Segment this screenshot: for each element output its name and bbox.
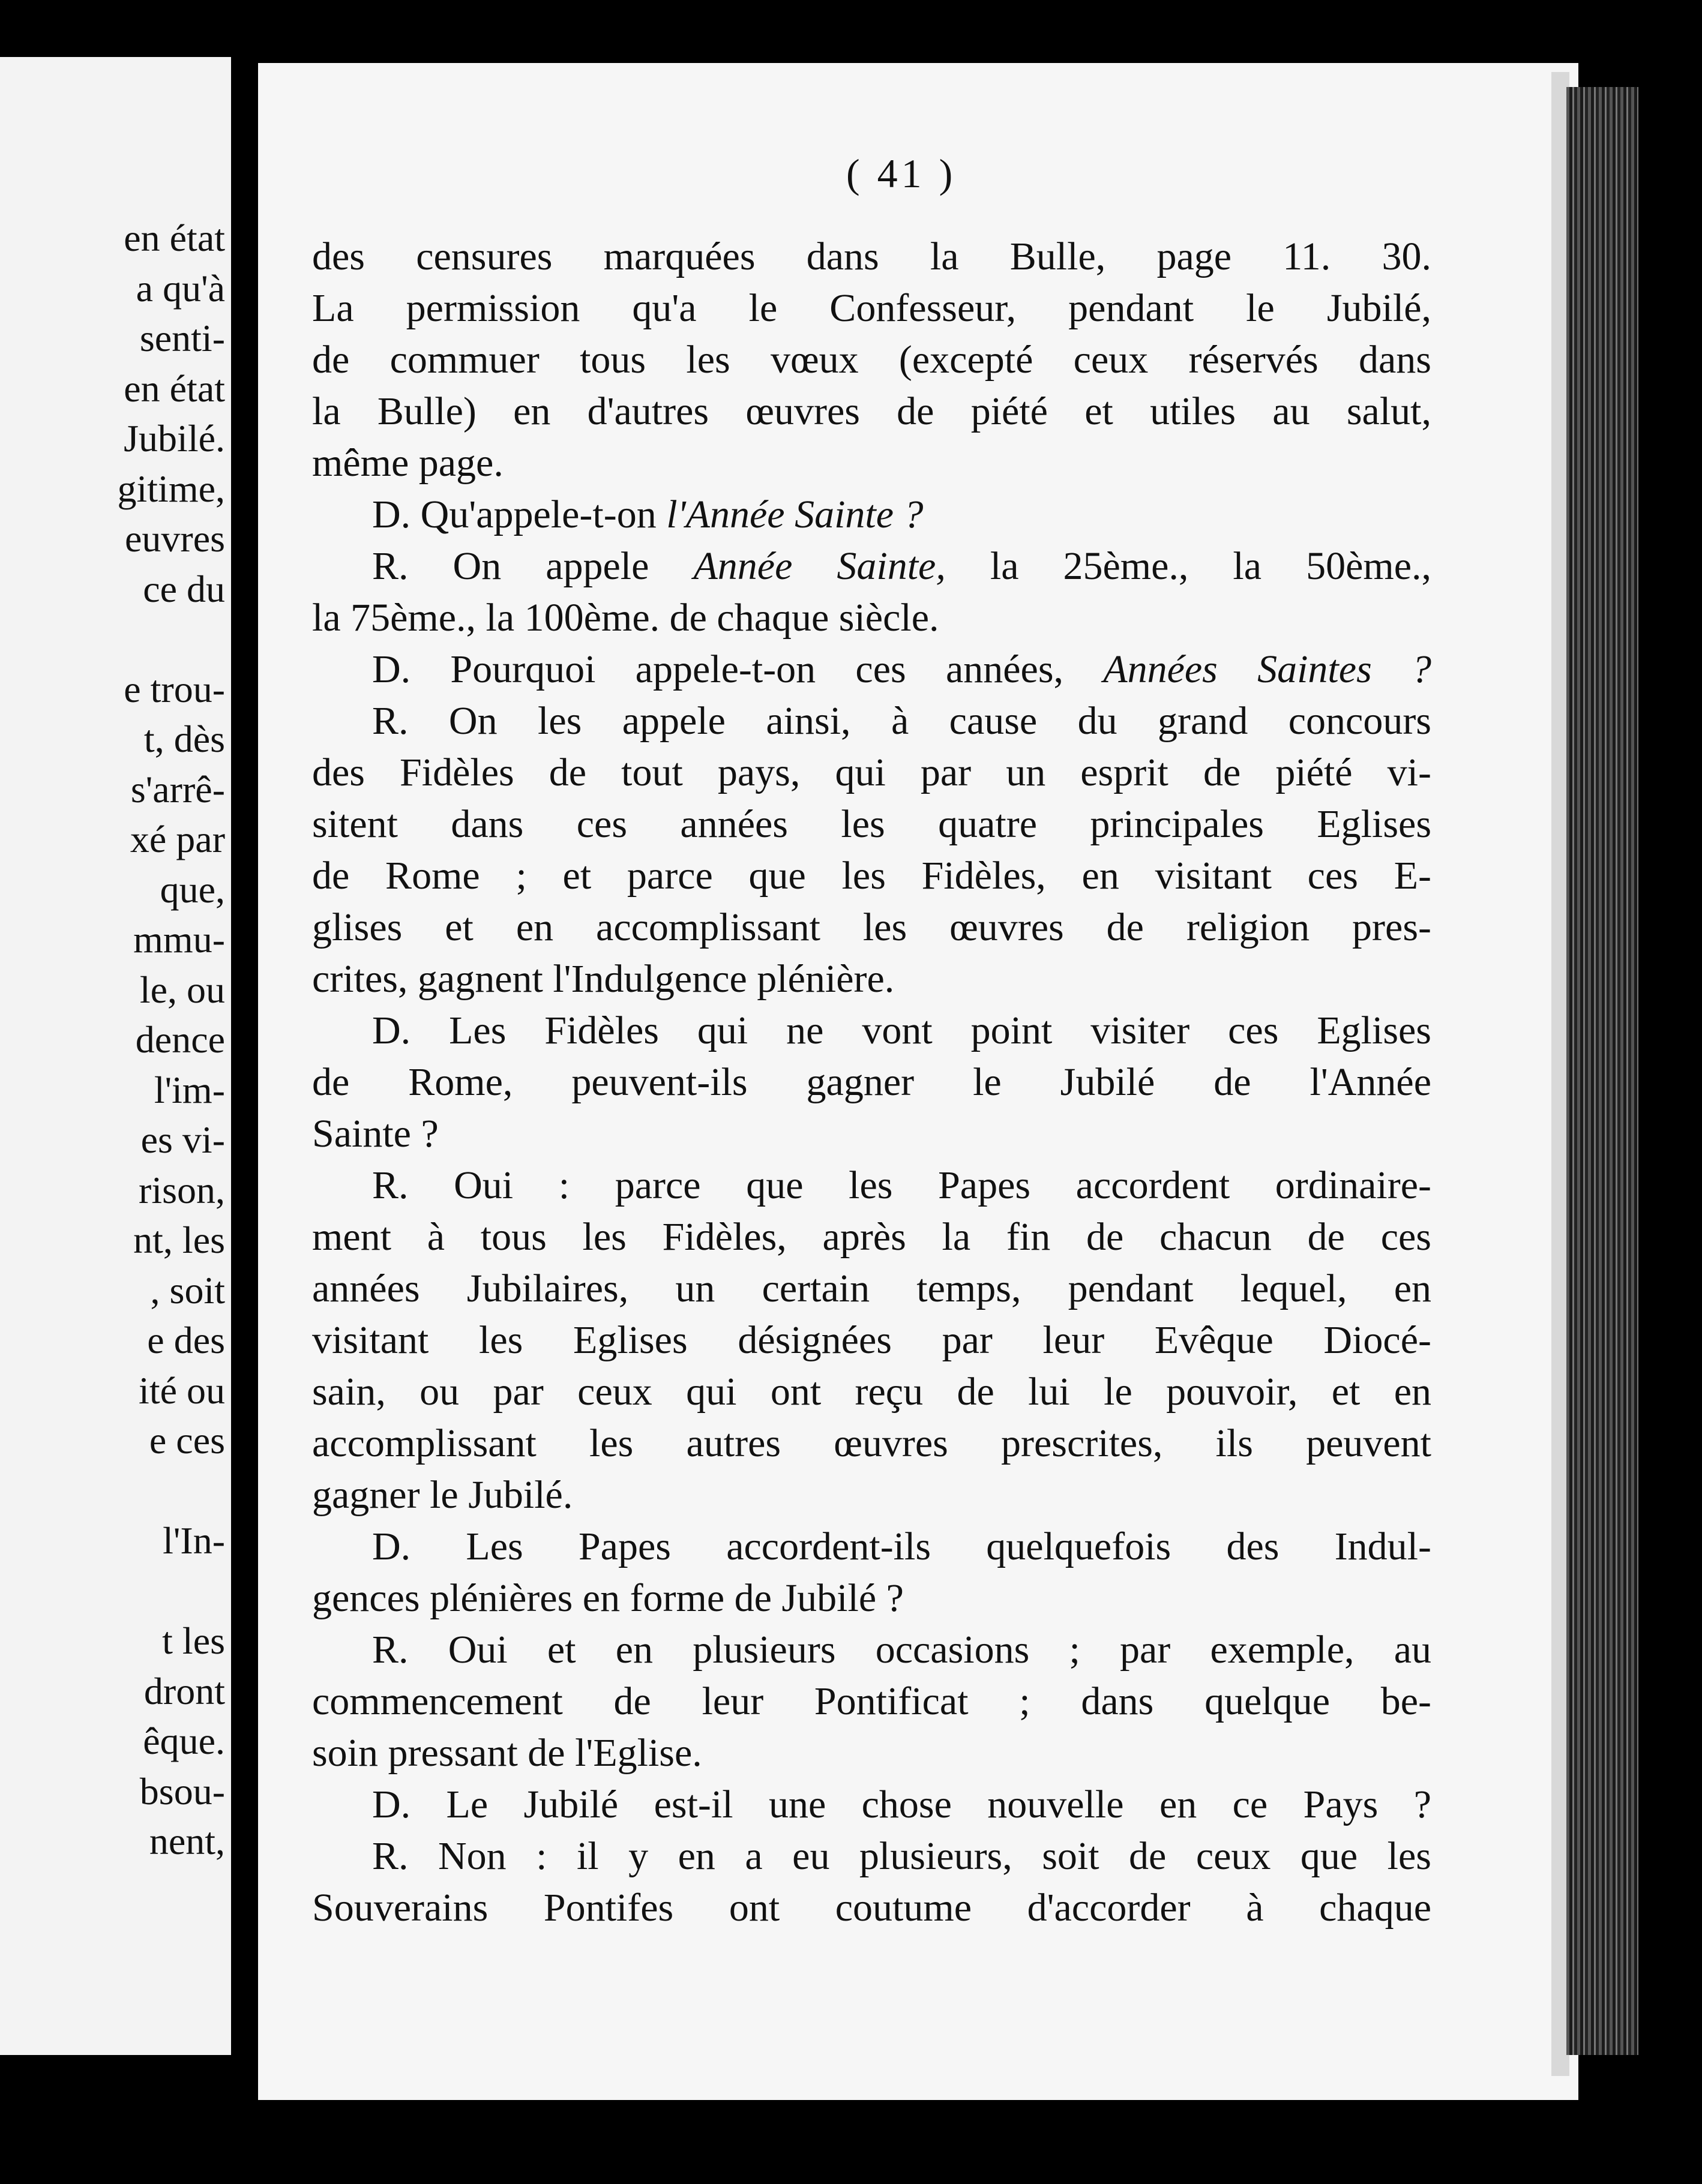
- paragraph: [312, 695, 1431, 1005]
- italic-text-run: Année Sainte,: [693, 544, 946, 588]
- text-line: R. Oui : parce que les Papes accordent ordinaire-: [372, 1163, 1431, 1207]
- text-line: [312, 644, 1431, 695]
- text-line: D. Le Jubilé est-il une chose nouvelle en ce Pays ?: [372, 1783, 1431, 1826]
- left-page-line: en état: [124, 367, 225, 410]
- paragraph: [312, 231, 1431, 489]
- left-page-line: rison,: [139, 1168, 225, 1211]
- text-line: [312, 489, 1431, 541]
- left-page-line: Jubilé.: [124, 417, 225, 460]
- text-line: sitent dans ces années les quatre principales Eglises: [312, 802, 1431, 846]
- left-page-line: l'In-: [163, 1519, 225, 1562]
- paragraph: [312, 489, 1431, 541]
- text-line: Sainte ?: [312, 1112, 439, 1156]
- left-page-line: mmu-: [133, 918, 225, 961]
- text-line: gences plénières en forme de Jubilé ?: [312, 1576, 904, 1620]
- left-page-line: senti-: [139, 317, 225, 359]
- left-page-line: l'im-: [154, 1068, 225, 1111]
- paragraph: [312, 541, 1431, 644]
- text-line: gagner le Jubilé.: [312, 1473, 573, 1517]
- page-text-block: [312, 231, 1431, 1934]
- italic-text-run: l'Année Sainte ?: [666, 493, 924, 536]
- text-line: visitant les Eglises désignées par leur Evêque Diocé-: [312, 1318, 1431, 1362]
- text-line: [312, 541, 1431, 592]
- left-page-line: euvres: [124, 517, 225, 560]
- paragraph: [312, 644, 1431, 695]
- paragraph: [312, 1160, 1431, 1521]
- text-line: Souverains Pontifes ont coutume d'accorder à chaque: [312, 1886, 1431, 1930]
- left-page-line: e ces: [149, 1419, 225, 1462]
- text-line: D. Les Fidèles qui ne vont point visiter ces Eglises: [372, 1009, 1431, 1052]
- left-page-line: e trou-: [124, 667, 225, 710]
- text-line: R. Non : il y en a eu plusieurs, soit de ceux que les: [372, 1834, 1431, 1878]
- text-line: de Rome, peuvent-ils gagner le Jubilé de l'Année: [312, 1060, 1431, 1104]
- page-number: ( 41 ): [846, 151, 957, 196]
- left-page-line: , soit: [150, 1268, 225, 1312]
- text-line: la Bulle) en d'autres œuvres de piété et utiles au salut,: [312, 389, 1431, 433]
- book-edge: [1566, 87, 1638, 2055]
- left-page-line: [117, 614, 225, 664]
- text-run: R. On appele: [372, 544, 694, 588]
- left-page-line: êque.: [143, 1720, 225, 1762]
- left-page-line: es vi-: [140, 1118, 225, 1161]
- left-page-fragment: [0, 57, 231, 2055]
- left-page-line: dence: [135, 1018, 225, 1061]
- text-line: D. Les Papes accordent-ils quelquefois des Indul-: [372, 1525, 1431, 1568]
- left-page-line: [117, 1566, 225, 1616]
- left-page-line: [117, 1466, 225, 1516]
- text-line: ment à tous les Fidèles, après la fin de chacun de ces: [312, 1215, 1431, 1259]
- left-page-line: bsou-: [139, 1769, 225, 1813]
- left-page-line: xé par: [130, 818, 225, 860]
- text-line: années Jubilaires, un certain temps, pendant lequel, en: [312, 1267, 1431, 1310]
- paragraph: [312, 1624, 1431, 1779]
- left-page-line: t les: [162, 1619, 225, 1662]
- text-line: commencement de leur Pontificat ; dans quelque be-: [312, 1679, 1431, 1723]
- text-run: la 25ème., la 50ème.,: [945, 544, 1432, 588]
- text-line: sain, ou par ceux qui ont reçu de lui le pouvoir, et en: [312, 1370, 1431, 1414]
- paragraph: [312, 1521, 1431, 1624]
- text-line: même page.: [312, 441, 504, 485]
- text-run: D. Pourquoi appele-t-on ces années,: [372, 647, 1104, 691]
- left-page-line: ce du: [143, 567, 225, 610]
- left-page-line: s'arrê-: [130, 767, 225, 811]
- text-line: la 75ème., la 100ème. de chaque siècle.: [312, 596, 939, 640]
- text-line: des censures marquées dans la Bulle, page 11. 30.: [312, 235, 1431, 278]
- left-page-line: nt, les: [133, 1219, 225, 1261]
- text-line: accomplissant les autres œuvres prescrites, ils peuvent: [312, 1421, 1431, 1465]
- text-line: crites, gagnent l'Indulgence plénière.: [312, 957, 895, 1001]
- left-page-text: [117, 213, 225, 1867]
- paragraph: [312, 1005, 1431, 1160]
- left-page-line: que,: [160, 868, 225, 911]
- left-page-line: t, dès: [143, 718, 225, 760]
- left-page-line: a qu'à: [136, 266, 225, 310]
- left-page-line: dront: [143, 1669, 225, 1712]
- text-line: soin pressant de l'Eglise.: [312, 1731, 702, 1775]
- paragraph: [312, 1831, 1431, 1934]
- italic-text-run: Années Saintes ?: [1103, 647, 1431, 691]
- left-page-line: e des: [147, 1319, 225, 1361]
- left-page-line: le, ou: [139, 968, 225, 1011]
- paragraph: [312, 1779, 1431, 1831]
- text-line: R. Oui et en plusieurs occasions ; par exemple, au: [372, 1628, 1431, 1672]
- text-line: de commuer tous les vœux (excepté ceux réservés dans: [312, 338, 1431, 382]
- left-page-line: gitime,: [117, 467, 225, 510]
- text-line: des Fidèles de tout pays, qui par un esprit de piété vi-: [312, 751, 1431, 794]
- left-page-line: nent,: [149, 1820, 225, 1862]
- text-line: de Rome ; et parce que les Fidèles, en visitant ces E-: [312, 854, 1431, 898]
- text-line: La permission qu'a le Confesseur, pendant le Jubilé,: [312, 286, 1431, 330]
- text-line: R. On les appele ainsi, à cause du grand concours: [372, 699, 1431, 743]
- left-page-line: en état: [124, 217, 225, 259]
- text-run: D. Qu'appele-t-on: [372, 493, 667, 536]
- text-line: glises et en accomplissant les œuvres de religion pres-: [312, 905, 1431, 949]
- left-page-line: ité ou: [139, 1369, 225, 1412]
